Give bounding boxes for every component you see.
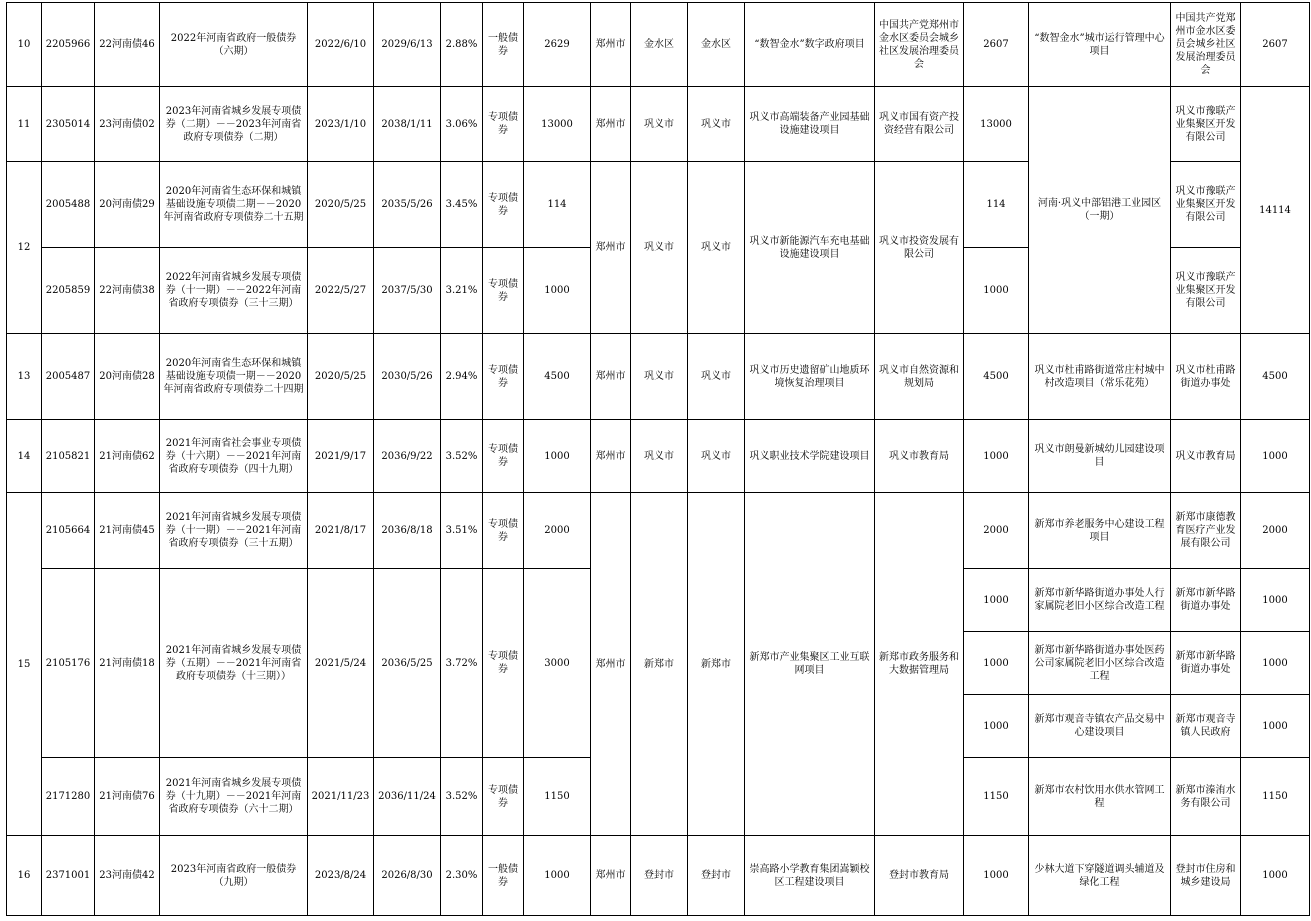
project-amount-cell: 114 xyxy=(964,162,1029,248)
issue-date-cell: 2020/5/25 xyxy=(308,334,374,420)
bond-type-cell: 专项债券 xyxy=(483,493,524,569)
bond-short-name-cell: 20河南债28 xyxy=(95,334,160,420)
bond-code-cell: 2205966 xyxy=(42,3,95,87)
issue-date-cell: 2020/5/25 xyxy=(308,162,374,248)
rate-cell: 2.94% xyxy=(441,334,483,420)
bond-usage-document xyxy=(6,2,1310,916)
district-cell: 新郑市 xyxy=(631,493,688,836)
table-row xyxy=(7,836,1310,916)
bond-usage-table xyxy=(6,2,1310,916)
bond-short-name-cell: 21河南债18 xyxy=(95,569,160,758)
use-amount-cell: 2607 xyxy=(1241,3,1310,87)
project-name-cell: 新郑市产业集聚区工业互联网项目 xyxy=(745,493,875,836)
project-amount-cell: 2000 xyxy=(964,493,1029,569)
bond-name-cell: 2023年河南省政府一般债券（九期） xyxy=(160,836,308,916)
use-project-cell: 新郑市观音寺镇农产品交易中心建设项目 xyxy=(1029,695,1171,758)
issue-date-cell: 2021/5/24 xyxy=(308,569,374,758)
rate-cell: 3.45% xyxy=(441,162,483,248)
rate-cell: 3.51% xyxy=(441,493,483,569)
use-unit-cell: 新郑市观音寺镇人民政府 xyxy=(1171,695,1241,758)
bond-amount-cell: 1000 xyxy=(524,248,591,334)
issue-date-cell: 2023/8/24 xyxy=(308,836,374,916)
use-amount-cell: 1000 xyxy=(1241,632,1310,695)
district-cell-2: 巩义市 xyxy=(688,420,745,493)
rate-cell: 3.21% xyxy=(441,248,483,334)
bond-type-cell: 专项债券 xyxy=(483,334,524,420)
maturity-date-cell: 2036/5/25 xyxy=(374,569,441,758)
use-amount-cell: 1000 xyxy=(1241,569,1310,632)
table-row xyxy=(7,3,1310,87)
district-cell: 巩义市 xyxy=(631,420,688,493)
district-cell: 登封市 xyxy=(631,836,688,916)
bond-code-cell: 2171280 xyxy=(42,758,95,836)
issue-date-cell: 2022/5/27 xyxy=(308,248,374,334)
bond-name-cell: 2020年河南省生态环保和城镇基础设施专项债二期－－2020年河南省政府专项债券二十五期 xyxy=(160,162,308,248)
use-unit-cell: 新郑市新华路街道办事处 xyxy=(1171,632,1241,695)
seq-cell: 11 xyxy=(7,87,42,162)
rate-cell: 3.06% xyxy=(441,87,483,162)
district-cell: 巩义市 xyxy=(631,87,688,162)
table-row xyxy=(7,493,1310,569)
project-unit-cell: 新郑市政务服务和大数据管理局 xyxy=(875,493,964,836)
project-amount-cell: 1000 xyxy=(964,248,1029,334)
project-amount-cell: 1000 xyxy=(964,632,1029,695)
bond-type-cell: 专项债券 xyxy=(483,87,524,162)
bond-name-cell: 2021年河南省城乡发展专项债券（十九期）－－2021年河南省政府专项债券（六十二期） xyxy=(160,758,308,836)
use-unit-cell: 中国共产党郑州市金水区委员会城乡社区发展治理委员会 xyxy=(1171,3,1241,87)
maturity-date-cell: 2026/8/30 xyxy=(374,836,441,916)
use-project-cell: 少林大道下穿隧道调头辅道及绿化工程 xyxy=(1029,836,1171,916)
table-row xyxy=(7,420,1310,493)
bond-code-cell: 2371001 xyxy=(42,836,95,916)
use-amount-cell: 1000 xyxy=(1241,420,1310,493)
table-row xyxy=(7,87,1310,162)
bond-code-cell: 2005487 xyxy=(42,334,95,420)
seq-cell: 16 xyxy=(7,836,42,916)
maturity-date-cell: 2029/6/13 xyxy=(374,3,441,87)
district-cell-2: 巩义市 xyxy=(688,162,745,334)
project-amount-cell: 1000 xyxy=(964,569,1029,632)
use-unit-cell: 新郑市新华路街道办事处 xyxy=(1171,569,1241,632)
project-amount-cell: 1000 xyxy=(964,836,1029,916)
bond-amount-cell: 13000 xyxy=(524,87,591,162)
rate-cell: 2.30% xyxy=(441,836,483,916)
district-cell-2: 登封市 xyxy=(688,836,745,916)
bond-code-cell: 2105664 xyxy=(42,493,95,569)
issue-date-cell: 2021/11/23 xyxy=(308,758,374,836)
use-amount-cell: 1150 xyxy=(1241,758,1310,836)
bond-short-name-cell: 21河南债62 xyxy=(95,420,160,493)
city-cell: 郑州市 xyxy=(591,836,631,916)
district-cell-2: 巩义市 xyxy=(688,334,745,420)
bond-short-name-cell: 23河南债42 xyxy=(95,836,160,916)
use-project-cell: “数智金水”城市运行管理中心项目 xyxy=(1029,3,1171,87)
bond-name-cell: 2022年河南省政府一般债券（六期） xyxy=(160,3,308,87)
rate-cell: 3.72% xyxy=(441,569,483,758)
seq-cell: 10 xyxy=(7,3,42,87)
bond-code-cell: 2205859 xyxy=(42,248,95,334)
bond-amount-cell: 2629 xyxy=(524,3,591,87)
bond-type-cell: 专项债券 xyxy=(483,758,524,836)
use-unit-cell: 新郑市溱洧水务有限公司 xyxy=(1171,758,1241,836)
maturity-date-cell: 2035/5/26 xyxy=(374,162,441,248)
issue-date-cell: 2022/6/10 xyxy=(308,3,374,87)
use-amount-cell: 4500 xyxy=(1241,334,1310,420)
use-amount-cell: 1000 xyxy=(1241,836,1310,916)
issue-date-cell: 2021/9/17 xyxy=(308,420,374,493)
use-amount-cell: 2000 xyxy=(1241,493,1310,569)
bond-amount-cell: 4500 xyxy=(524,334,591,420)
bond-type-cell: 一般债券 xyxy=(483,836,524,916)
bond-short-name-cell: 21河南债76 xyxy=(95,758,160,836)
maturity-date-cell: 2030/5/26 xyxy=(374,334,441,420)
district-cell-2: 新郑市 xyxy=(688,493,745,836)
maturity-date-cell: 2038/1/11 xyxy=(374,87,441,162)
bond-name-cell: 2022年河南省城乡发展专项债券（十一期）－－2022年河南省政府专项债券（三十三期） xyxy=(160,248,308,334)
project-name-cell: 巩义市高端装备产业园基础设施建设项目 xyxy=(745,87,875,162)
use-project-cell: 新郑市农村饮用水供水管网工程 xyxy=(1029,758,1171,836)
bond-type-cell: 专项债券 xyxy=(483,569,524,758)
use-amount-cell: 1000 xyxy=(1241,695,1310,758)
use-project-cell: 新郑市养老服务中心建设工程项目 xyxy=(1029,493,1171,569)
city-cell: 郑州市 xyxy=(591,420,631,493)
use-unit-cell: 巩义市杜甫路街道办事处 xyxy=(1171,334,1241,420)
bond-amount-cell: 1000 xyxy=(524,836,591,916)
city-cell: 郑州市 xyxy=(591,87,631,162)
rate-cell: 3.52% xyxy=(441,758,483,836)
seq-cell: 12 xyxy=(7,162,42,334)
district-cell: 巩义市 xyxy=(631,162,688,334)
project-amount-cell: 1000 xyxy=(964,695,1029,758)
bond-short-name-cell: 21河南债45 xyxy=(95,493,160,569)
bond-name-cell: 2023年河南省城乡发展专项债券（二期）－－2023年河南省政府专项债券（二期） xyxy=(160,87,308,162)
project-unit-cell: 登封市教育局 xyxy=(875,836,964,916)
bond-amount-cell: 2000 xyxy=(524,493,591,569)
maturity-date-cell: 2036/8/18 xyxy=(374,493,441,569)
project-unit-cell: 巩义市国有资产投资经营有限公司 xyxy=(875,87,964,162)
use-project-cell: 巩义市杜甫路街道常庄村城中村改造项目（常乐花苑） xyxy=(1029,334,1171,420)
use-unit-cell: 巩义市豫联产业集聚区开发有限公司 xyxy=(1171,248,1241,334)
project-unit-cell: 中国共产党郑州市金水区委员会城乡社区发展治理委员会 xyxy=(875,3,964,87)
bond-type-cell: 一般债券 xyxy=(483,3,524,87)
project-name-cell: 巩义市历史遗留矿山地质环境恢复治理项目 xyxy=(745,334,875,420)
bond-code-cell: 2105821 xyxy=(42,420,95,493)
table-row xyxy=(7,334,1310,420)
bond-amount-cell: 1150 xyxy=(524,758,591,836)
city-cell: 郑州市 xyxy=(591,3,631,87)
district-cell-2: 金水区 xyxy=(688,3,745,87)
bond-type-cell: 专项债券 xyxy=(483,162,524,248)
bond-short-name-cell: 20河南债29 xyxy=(95,162,160,248)
bond-code-cell: 2005488 xyxy=(42,162,95,248)
project-amount-cell: 1150 xyxy=(964,758,1029,836)
issue-date-cell: 2023/1/10 xyxy=(308,87,374,162)
bond-amount-cell: 114 xyxy=(524,162,591,248)
rate-cell: 2.88% xyxy=(441,3,483,87)
bond-type-cell: 专项债券 xyxy=(483,420,524,493)
maturity-date-cell: 2037/5/30 xyxy=(374,248,441,334)
use-amount-cell: 14114 xyxy=(1241,87,1310,334)
project-unit-cell: 巩义市教育局 xyxy=(875,420,964,493)
maturity-date-cell: 2036/11/24 xyxy=(374,758,441,836)
use-unit-cell: 登封市住房和城乡建设局 xyxy=(1171,836,1241,916)
project-amount-cell: 13000 xyxy=(964,87,1029,162)
project-name-cell: 崇高路小学教育集团嵩颖校区工程建设项目 xyxy=(745,836,875,916)
seq-cell: 13 xyxy=(7,334,42,420)
project-amount-cell: 2607 xyxy=(964,3,1029,87)
bond-short-name-cell: 23河南债02 xyxy=(95,87,160,162)
district-cell-2: 巩义市 xyxy=(688,87,745,162)
project-name-cell: 巩义市新能源汽车充电基础设施建设项目 xyxy=(745,162,875,334)
project-amount-cell: 4500 xyxy=(964,334,1029,420)
bond-name-cell: 2021年河南省社会事业专项债券（十六期）－－2021年河南省政府专项债券（四十九期） xyxy=(160,420,308,493)
bond-type-cell: 专项债券 xyxy=(483,248,524,334)
city-cell: 郑州市 xyxy=(591,334,631,420)
project-name-cell: “数智金水”数字政府项目 xyxy=(745,3,875,87)
maturity-date-cell: 2036/9/22 xyxy=(374,420,441,493)
rate-cell: 3.52% xyxy=(441,420,483,493)
use-project-cell: 河南·巩义中部铝港工业园区（一期） xyxy=(1029,87,1171,334)
bond-short-name-cell: 22河南债46 xyxy=(95,3,160,87)
project-unit-cell: 巩义市投资发展有限公司 xyxy=(875,162,964,334)
project-unit-cell: 巩义市自然资源和规划局 xyxy=(875,334,964,420)
bond-amount-cell: 1000 xyxy=(524,420,591,493)
use-unit-cell: 巩义市教育局 xyxy=(1171,420,1241,493)
seq-cell: 14 xyxy=(7,420,42,493)
use-project-cell: 新郑市新华路街道办事处医药公司家属院老旧小区综合改造工程 xyxy=(1029,632,1171,695)
use-project-cell: 新郑市新华路街道办事处人行家属院老旧小区综合改造工程 xyxy=(1029,569,1171,632)
use-unit-cell: 巩义市豫联产业集聚区开发有限公司 xyxy=(1171,87,1241,162)
use-unit-cell: 巩义市豫联产业集聚区开发有限公司 xyxy=(1171,162,1241,248)
district-cell: 巩义市 xyxy=(631,334,688,420)
use-project-cell: 巩义市朗曼新城幼儿园建设项目 xyxy=(1029,420,1171,493)
bond-code-cell: 2105176 xyxy=(42,569,95,758)
use-unit-cell: 新郑市康德教育医疗产业发展有限公司 xyxy=(1171,493,1241,569)
project-amount-cell: 1000 xyxy=(964,420,1029,493)
city-cell: 郑州市 xyxy=(591,162,631,334)
project-name-cell: 巩义职业技术学院建设项目 xyxy=(745,420,875,493)
bond-name-cell: 2021年河南省城乡发展专项债券（五期）－－2021年河南省政府专项债券（十三期）） xyxy=(160,569,308,758)
bond-short-name-cell: 22河南债38 xyxy=(95,248,160,334)
bond-name-cell: 2021年河南省城乡发展专项债券（十一期）－－2021年河南省政府专项债券（三十五期） xyxy=(160,493,308,569)
issue-date-cell: 2021/8/17 xyxy=(308,493,374,569)
city-cell: 郑州市 xyxy=(591,493,631,836)
seq-cell: 15 xyxy=(7,493,42,836)
district-cell: 金水区 xyxy=(631,3,688,87)
bond-amount-cell: 3000 xyxy=(524,569,591,758)
bond-code-cell: 2305014 xyxy=(42,87,95,162)
bond-name-cell: 2020年河南省生态环保和城镇基础设施专项债一期－－2020年河南省政府专项债券二十四期 xyxy=(160,334,308,420)
